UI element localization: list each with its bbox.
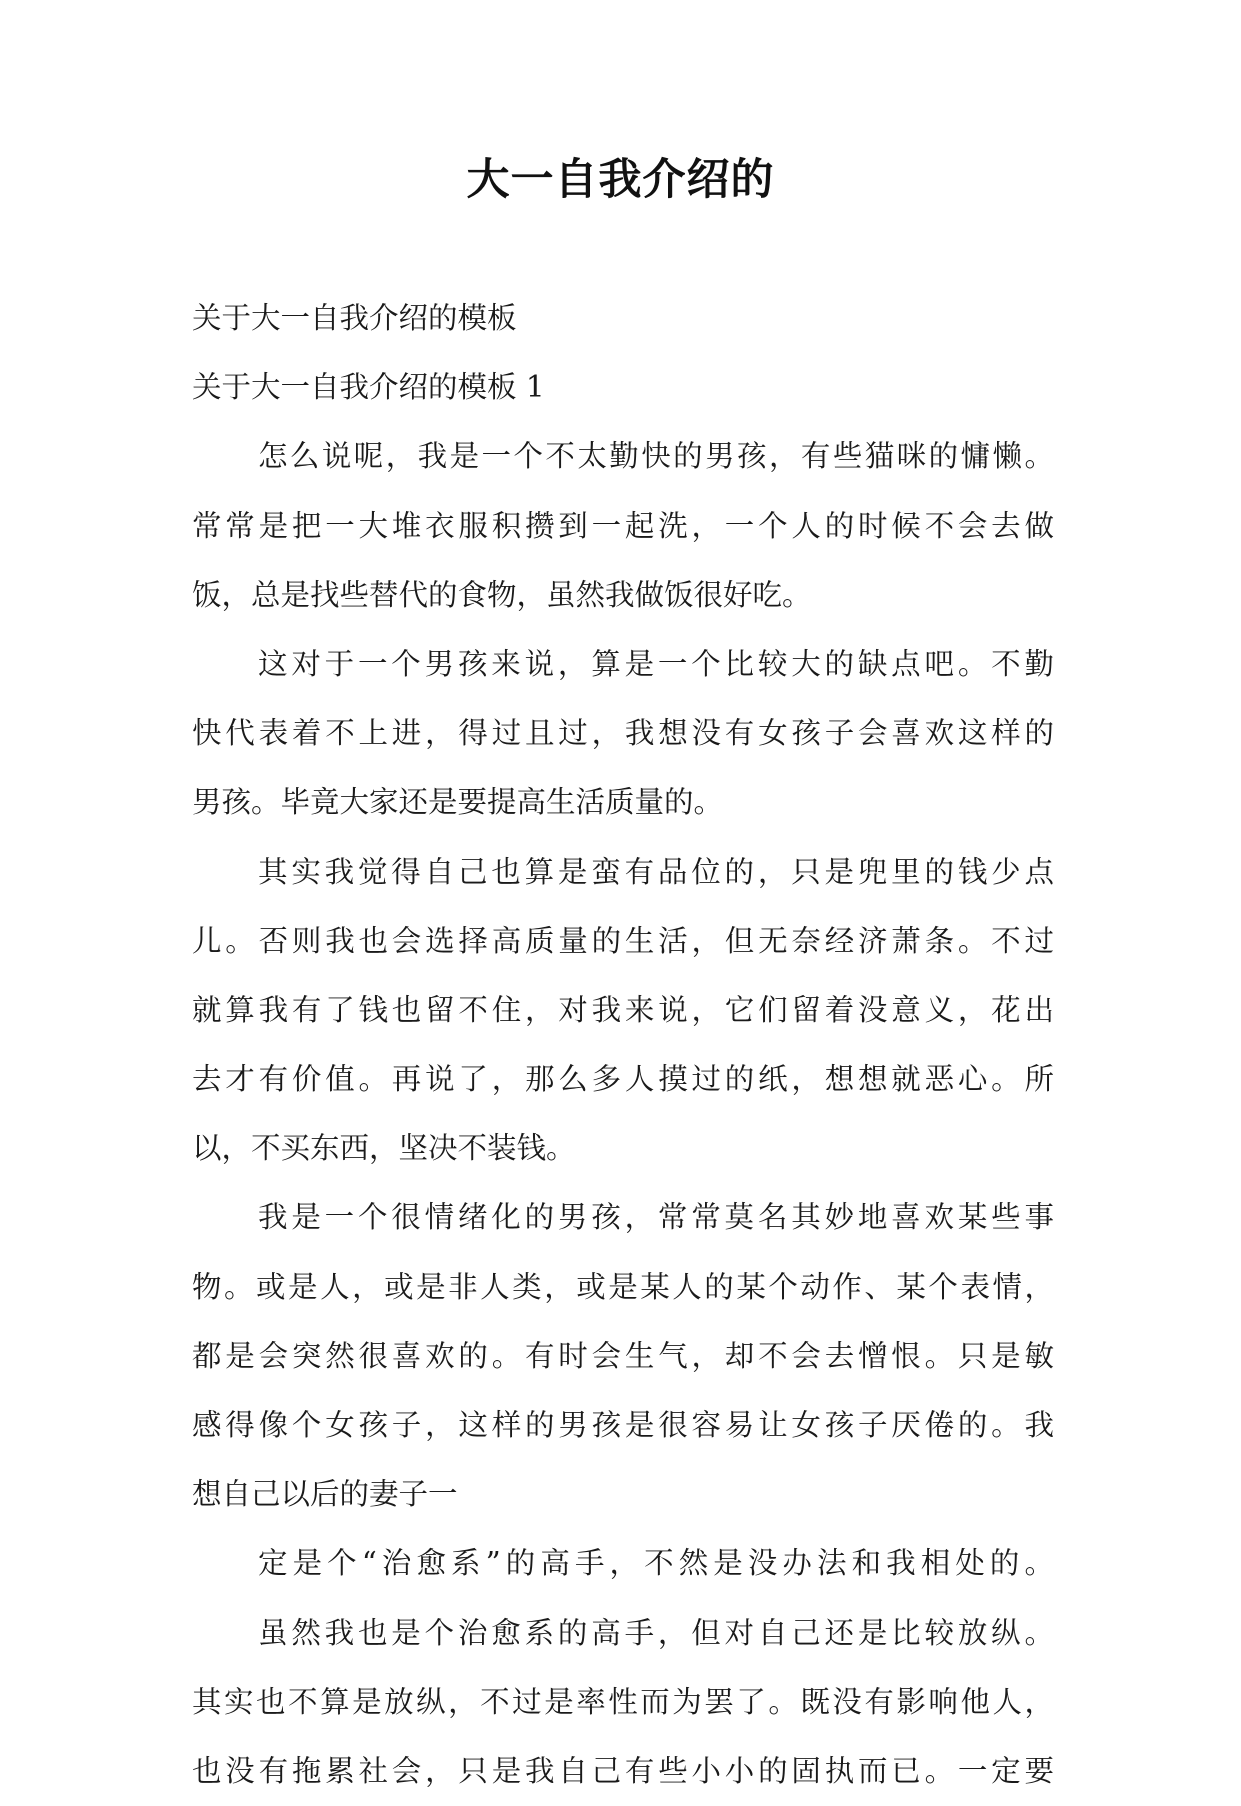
paragraph-line: 就算我有了钱也留不住，对我来说，它们留着没意义，花出 <box>192 992 1054 1027</box>
paragraph-line: 这对于一个男孩来说，算是一个比较大的缺点吧。不勤 <box>258 646 1054 681</box>
section-heading: 关于大一自我介绍的模板 1 <box>192 370 545 405</box>
paragraph-line: 去才有价值。再说了，那么多人摸过的纸，想想就恶心。所 <box>192 1062 1054 1097</box>
paragraph-line: 想自己以后的妻子一 <box>192 1477 458 1512</box>
paragraph-line: 男孩。毕竟大家还是要提高生活质量的。 <box>192 785 724 820</box>
paragraph-line: 常常是把一大堆衣服积攒到一起洗，一个人的时候不会去做 <box>192 508 1054 543</box>
paragraph-line: 儿。否则我也会选择高质量的生活，但无奈经济萧条。不过 <box>192 923 1054 958</box>
document-title: 大一自我介绍的 <box>466 155 775 205</box>
paragraph-line: 我是一个很情绪化的男孩，常常莫名其妙地喜欢某些事 <box>258 1200 1054 1235</box>
paragraph-line: 都是会突然很喜欢的。有时会生气，却不会去憎恨。只是敏 <box>192 1338 1054 1373</box>
paragraph-line: 物。或是人，或是非人类，或是某人的某个动作、某个表情， <box>192 1269 1054 1304</box>
paragraph-line: 快代表着不上进，得过且过，我想没有女孩子会喜欢这样的 <box>192 716 1054 751</box>
paragraph-line: 定是个“治愈系”的高手，不然是没办法和我相处的。 <box>258 1546 1054 1581</box>
paragraph-line: 感得像个女孩子，这样的男孩是很容易让女孩子厌倦的。我 <box>192 1408 1054 1442</box>
subtitle: 关于大一自我介绍的模板 <box>192 301 517 335</box>
document-body <box>192 284 1054 1806</box>
paragraph-line: 怎么说呢，我是一个不太勤快的男孩，有些猫咪的慵懒。 <box>258 439 1054 474</box>
paragraph-line: 其实也不算是放纵，不过是率性而为罢了。既没有影响他人， <box>192 1684 1054 1719</box>
paragraph-line: 也没有拖累社会，只是我自己有些小小的固执而已。一定要 <box>192 1753 1054 1788</box>
paragraph-line: 饭，总是找些替代的食物，虽然我做饭很好吃。 <box>192 577 812 612</box>
paragraph-line: 虽然我也是个治愈系的高手，但对自己还是比较放纵。 <box>258 1615 1054 1650</box>
paragraph-line: 以，不买东西，坚决不装钱。 <box>192 1131 576 1166</box>
paragraph-line: 其实我觉得自己也算是蛮有品位的，只是兜里的钱少点 <box>258 854 1054 889</box>
